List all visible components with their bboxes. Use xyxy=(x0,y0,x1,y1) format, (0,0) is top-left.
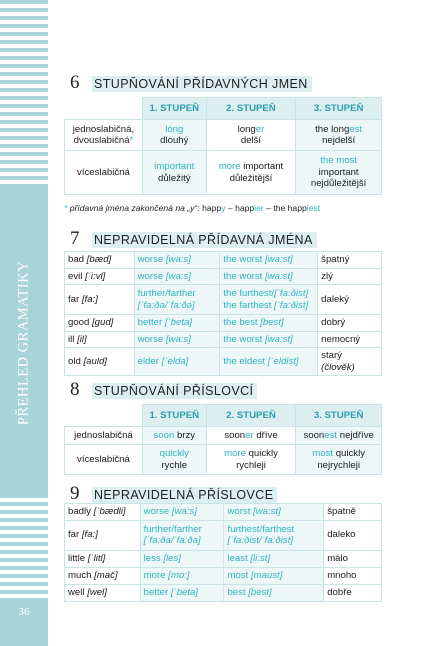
table-cell: little [ˈlitl] xyxy=(65,550,141,567)
table-row xyxy=(65,348,382,376)
table-cell: mnoho xyxy=(324,567,382,584)
table-cell: badly [ˈbædli] xyxy=(65,504,141,521)
table-cell: more [mo:] xyxy=(140,567,224,584)
table-cell: old [auld] xyxy=(65,348,135,376)
table-cell: špatný xyxy=(318,252,382,269)
section-title: NEPRAVIDELNÁ PŘÍSLOVCE xyxy=(92,487,277,503)
table-cell: good [gud] xyxy=(65,315,135,332)
table-row xyxy=(65,285,382,315)
column-header: 3. STUPEŇ xyxy=(296,98,382,120)
section-7-heading xyxy=(70,228,317,250)
table-row xyxy=(65,584,382,601)
column-header: 1. STUPEŇ xyxy=(142,405,206,427)
table-cell: most [maust] xyxy=(224,567,324,584)
section-number: 9 xyxy=(70,483,80,504)
table-cell: evil [ˈi:vl] xyxy=(65,268,135,285)
table-cell: soonest nejdříve xyxy=(296,427,382,445)
table-row xyxy=(65,567,382,584)
table-cell: špatně xyxy=(324,504,382,521)
table-row xyxy=(65,120,382,151)
sidebar-title: PŘEHLED GRAMATIKY xyxy=(15,260,32,426)
table-cell: nemocný xyxy=(318,331,382,348)
row-label: jednoslabičná xyxy=(65,427,143,445)
irregular-adverbs-table xyxy=(64,503,382,602)
table-cell: better [ˈbeta] xyxy=(134,315,220,332)
table-cell: dobře xyxy=(324,584,382,601)
table-cell: longer delší xyxy=(206,120,296,151)
table-cell: the furthest/[ˈfa:ðist] the farthest [ˈfa:ðist] xyxy=(220,285,318,315)
adverb-comparison-table xyxy=(64,404,382,475)
table-cell: dobrý xyxy=(318,315,382,332)
table-cell: well [wel] xyxy=(65,584,141,601)
section-title: STUPŇOVÁNÍ PŘÍDAVNÝCH JMEN xyxy=(92,76,312,92)
page-number: 36 xyxy=(18,606,30,618)
section-8-heading xyxy=(70,379,257,401)
section-9-heading xyxy=(70,483,277,505)
table-cell: least [li:st] xyxy=(224,550,324,567)
column-header: 1. STUPEŇ xyxy=(142,98,206,120)
table-cell: far [fa:] xyxy=(65,520,141,550)
table-cell: daleký xyxy=(318,285,382,315)
table-cell: most quickly nejrychleji xyxy=(296,445,382,475)
table-cell: zlý xyxy=(318,268,382,285)
table-cell: worse [wa:s] xyxy=(140,504,224,521)
table-cell: bad [bæd] xyxy=(65,252,135,269)
irregular-adjectives-table xyxy=(64,251,382,376)
section-6-heading xyxy=(70,72,312,94)
table-row xyxy=(65,268,382,285)
table-cell: quickly rychle xyxy=(142,445,206,475)
section-title: NEPRAVIDELNÁ PŘÍDAVNÁ JMÉNA xyxy=(92,232,317,248)
sidebar-stripes-bottom xyxy=(0,498,48,600)
section-number: 8 xyxy=(70,379,80,400)
table-row xyxy=(65,315,382,332)
table-cell: the worst [wa:st] xyxy=(220,268,318,285)
table-cell: better [ˈbeta] xyxy=(140,584,224,601)
table-cell: the worst [wa:st] xyxy=(220,252,318,269)
column-header: 3. STUPEŇ xyxy=(296,405,382,427)
table-cell: far [fa:] xyxy=(65,285,135,315)
section-title: STUPŇOVÁNÍ PŘÍSLOVCÍ xyxy=(92,383,257,399)
table-row xyxy=(65,504,382,521)
sidebar xyxy=(0,0,48,646)
table-row xyxy=(65,520,382,550)
table-cell: further/farther [ˈfa:ðə/ˈfa:ðə] xyxy=(134,285,220,315)
table-cell: the worst [wa:st] xyxy=(220,331,318,348)
table-cell: soon brzy xyxy=(142,427,206,445)
table-cell: worse [wa:s] xyxy=(134,331,220,348)
table-cell: less [les] xyxy=(140,550,224,567)
sidebar-stripes-top xyxy=(0,0,48,188)
table-body xyxy=(65,252,382,376)
table-header-row xyxy=(65,405,382,427)
table-body xyxy=(65,504,382,602)
row-label: víceslabičná xyxy=(65,151,143,195)
column-header: 2. STUPEŇ xyxy=(206,405,296,427)
table-row xyxy=(65,252,382,269)
table-cell: worse [wa:s] xyxy=(134,268,220,285)
section-number: 7 xyxy=(70,228,80,249)
table-cell: elder [ˈelda] xyxy=(134,348,220,376)
table-cell: more quickly rychleji xyxy=(206,445,296,475)
table-cell: best [best] xyxy=(224,584,324,601)
table-cell: important důležitý xyxy=(142,151,206,195)
table-cell: málo xyxy=(324,550,382,567)
table-cell: long dlouhý xyxy=(142,120,206,151)
table-header-row xyxy=(65,98,382,120)
row-label: víceslabičná xyxy=(65,445,143,475)
table-cell: the eldest [ˈeldist] xyxy=(220,348,318,376)
section-number: 6 xyxy=(70,72,80,93)
table-cell: ill [il] xyxy=(65,331,135,348)
table-cell: worst [wa:st] xyxy=(224,504,324,521)
table-cell: much [mač] xyxy=(65,567,141,584)
table-row xyxy=(65,550,382,567)
table-row xyxy=(65,445,382,475)
table-cell: sooner dříve xyxy=(206,427,296,445)
table-cell: the best [best] xyxy=(220,315,318,332)
footnote: * přídavná jména zakončená na „y“: happy – happier – the happiest xyxy=(64,203,321,213)
table-cell: furthest/farthest [ˈfa:ðist/ˈfa:ðist] xyxy=(224,520,324,550)
table-row xyxy=(65,151,382,195)
table-cell: the longest nejdelší xyxy=(296,120,382,151)
column-header: 2. STUPEŇ xyxy=(206,98,296,120)
table-cell: the most important nejdůležitější xyxy=(296,151,382,195)
table-cell: daleko xyxy=(324,520,382,550)
adjective-comparison-table xyxy=(64,97,382,195)
row-label: jednoslabičná, dvouslabičná* xyxy=(65,120,143,151)
table-cell: starý (člověk) xyxy=(318,348,382,376)
table-cell: more important důležitější xyxy=(206,151,296,195)
table-cell: further/farther [ˈfa:ða/ˈfa:ða] xyxy=(140,520,224,550)
table-cell: worse [wa:s] xyxy=(134,252,220,269)
table-row xyxy=(65,427,382,445)
table-row xyxy=(65,331,382,348)
